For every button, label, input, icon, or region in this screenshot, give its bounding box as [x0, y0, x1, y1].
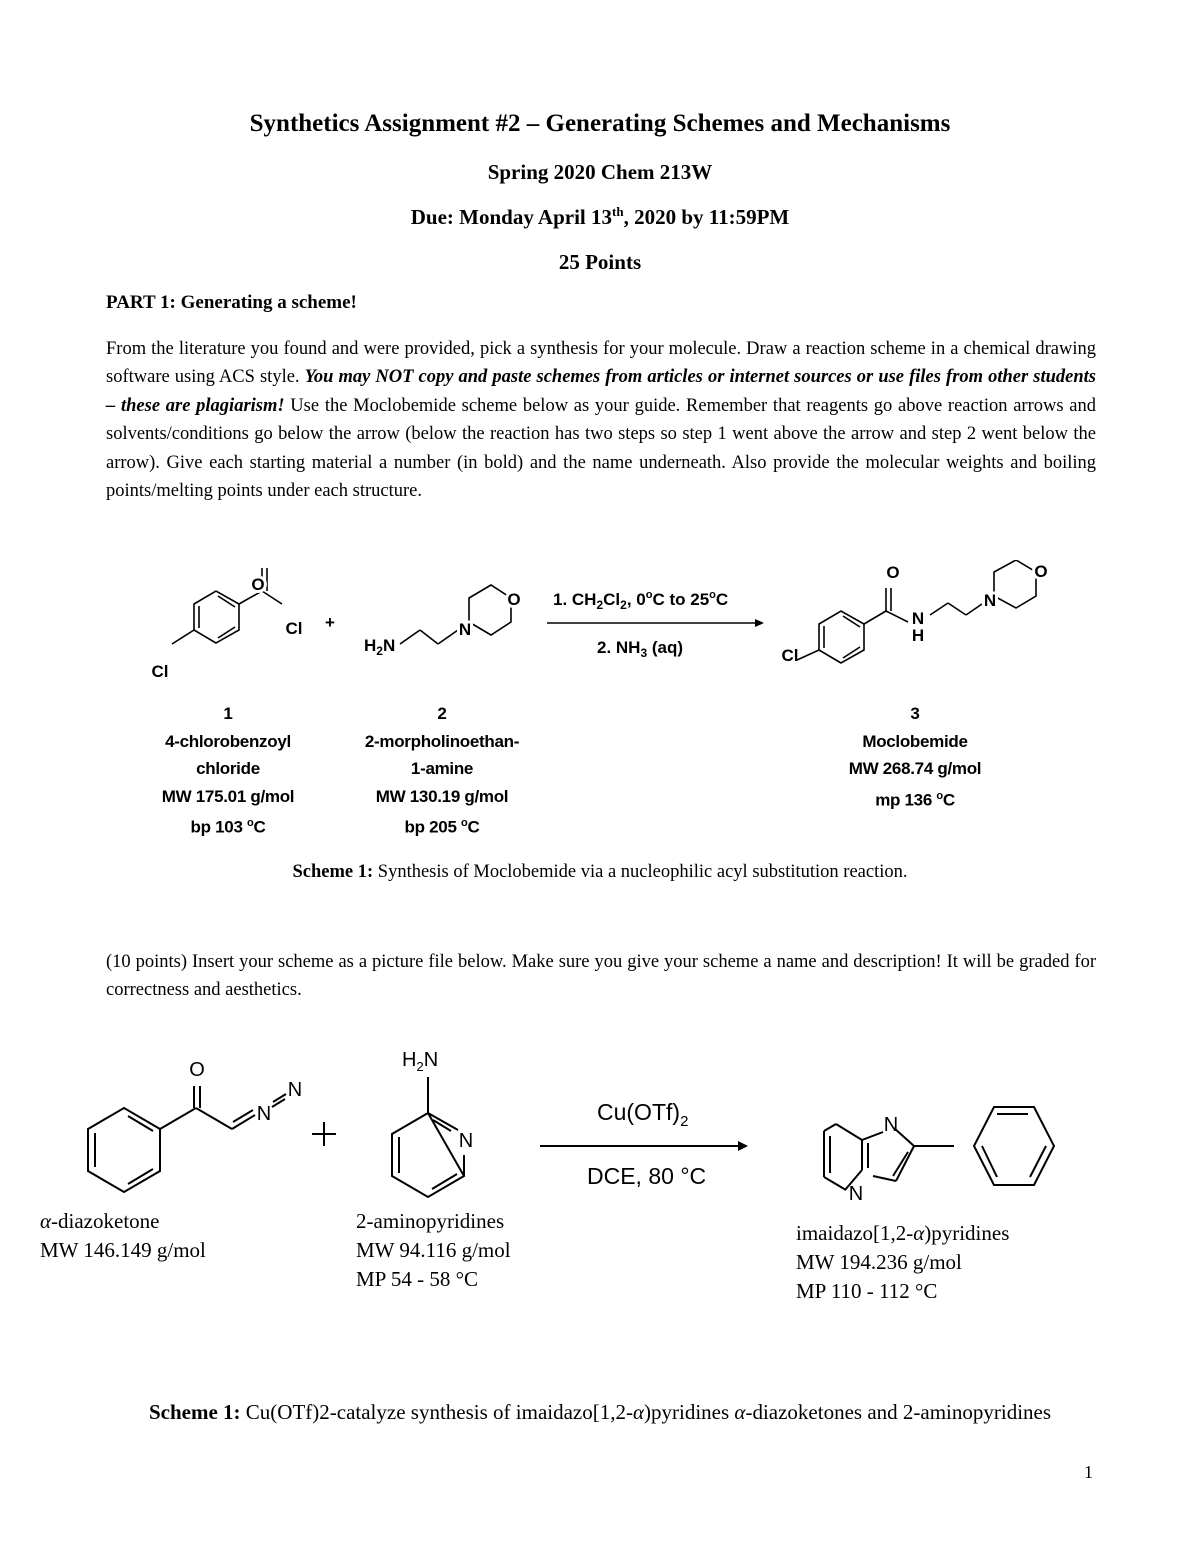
arrow2-below-text: DCE, 80 °C [587, 1163, 707, 1189]
atom-n-bridgehead: N [848, 1183, 864, 1205]
compound3-mw: MW 268.74 g/mol [848, 759, 982, 778]
atom-n1-diazo: N [256, 1103, 272, 1125]
moclobemide-scheme [0, 560, 1200, 700]
scheme1-caption-label: Scheme 1: [292, 862, 374, 882]
arrow1-above-text: 1. $CH_2Cl_2$, 0$^o$C to 25$^o$C [553, 589, 729, 612]
scheme2-caption: Scheme 1: Cu(OTf)2-catalyze synthesis of imaidazo[1,2-α)pyridines α-diazoketones and 2-aminopyridines [148, 1400, 1052, 1424]
part1-text-start: From the literature you found and were provided, pick a synthesis for your molecule. Draw a reaction scheme in a chemical drawing software using ACS style. [106, 339, 1096, 388]
atom-o-morpholine-2: O [507, 590, 521, 609]
s2-compound1-name: α-diazoketone [40, 1209, 160, 1233]
atom-nh2-aminopyridine: $H_2N$ [402, 1049, 439, 1074]
compound2-bp: bp 205 $^o$C [404, 817, 480, 837]
part1-heading: PART 1: Generating a scheme! [106, 292, 357, 313]
s2-compound3-mw: MW 194.236 g/mol [796, 1250, 962, 1274]
atom-o-morpholine-3: O [1034, 562, 1048, 581]
atom-n-aminopyridine: N [458, 1130, 474, 1152]
scheme-instructions: (10 points) Insert your scheme as a picture file below. Make sure you give your scheme a name and description! It will be graded for correctness and aesthetics. [106, 952, 1096, 1001]
arrow2-above-text: $Cu(OTf)_2$ [597, 1099, 689, 1130]
compound1-number: 1 [223, 704, 233, 723]
atom-cl-acyl: Cl [285, 619, 303, 638]
scheme1-caption-text: Synthesis of Moclobemide via a nucleophilic acyl substitution reaction. [373, 862, 908, 882]
compound1-name-line1: 4-chlorobenzoyl [165, 731, 291, 751]
compound3-name: Moclobemide [862, 731, 968, 751]
compound1-name-line2: chloride [196, 759, 260, 778]
arrow1-below-text: 2. $NH_3$ (aq) [597, 638, 684, 660]
due-suffix: , 2020 by 11:59PM [623, 205, 790, 229]
atom-n-amide-3: N [911, 609, 925, 628]
compound2-name-line1: 2-morpholinoethan- [364, 731, 520, 751]
compound3-label [815, 700, 1015, 814]
atom-n2-diazo: N [287, 1079, 303, 1101]
page-number: 1 [1084, 1462, 1093, 1482]
compound1-mw: MW 175.01 g/mol [161, 786, 295, 806]
atom-n-morpholine-3: N [983, 591, 997, 610]
compound1-bp: bp 103 $^o$C [190, 817, 266, 837]
compound2-label [342, 700, 542, 841]
compound1-label [128, 700, 328, 841]
compound1-benzene-ring [194, 591, 239, 643]
imidazopyridine-scheme [0, 1040, 1200, 1210]
points-line: 25 Points [558, 250, 642, 274]
s2-compound1-label [40, 1207, 206, 1265]
atom-cl-aryl-1: Cl [151, 662, 169, 681]
s2-compound3-mp: MP 110 - 112 °C [796, 1279, 938, 1303]
document-title: Synthetics Assignment #2 – Generating Schemes and Mechanisms [249, 110, 951, 137]
due-line [0, 204, 1200, 230]
scheme2-caption-label: Scheme 1: [148, 1400, 241, 1424]
morpholine-ring-1 [469, 585, 511, 635]
s2-compound1-mw: MW 146.149 g/mol [40, 1238, 206, 1262]
diazoketone-benzene-ring [88, 1108, 160, 1192]
atom-o-diazoketone: O [189, 1059, 205, 1081]
plagiarism-warning: You may NOT copy and paste schemes from articles or internet sources or use files from other students – these are plagiarism! [106, 367, 1096, 416]
due-prefix: Due: Monday April 13 [410, 205, 613, 229]
atom-nh2-2: $H_2N$ [364, 636, 396, 658]
s2-compound2-mp: MP 54 - 58 °C [356, 1267, 478, 1291]
compound3-mp: mp 136 $^o$C [875, 789, 955, 810]
part1-text-end: Use the Moclobemide scheme below as your guide. Remember that reagents go above reaction arrows and solvents/conditions go below the arrow (below the reaction has two steps so step 1 went above the arrow and step 2 went below the arrow). Give each starting material a number (in bold) and the name underneath. Also provide the molecular weights and boiling points/melting points under each structure. [106, 395, 1096, 502]
atom-n-imidazole: N [883, 1114, 899, 1136]
s2-compound2-label [356, 1207, 511, 1294]
s2-compound3-name: imaidazo[1,2-α)pyridines [796, 1221, 1010, 1245]
atom-o-1: O [251, 575, 265, 594]
product-phenyl-ring [974, 1107, 1054, 1185]
due-sup: th [612, 204, 624, 219]
morpholine-ring-3 [994, 560, 1036, 608]
atom-cl-aryl-3: Cl [781, 646, 799, 665]
atom-n-morpholine-2: N [458, 620, 472, 639]
s2-compound3-label [796, 1219, 1009, 1306]
compound3-number: 3 [910, 704, 920, 723]
part1-paragraph [106, 335, 1096, 505]
aminopyridine-ring [392, 1113, 464, 1197]
scheme1-caption [0, 862, 1200, 883]
atom-o-3: O [886, 563, 900, 582]
compound2-number: 2 [437, 704, 447, 723]
atom-h-amide-3: H [911, 626, 925, 645]
s2-compound2-mw: MW 94.116 g/mol [356, 1238, 511, 1262]
compound3-benzene-ring [819, 611, 864, 663]
course-line: Spring 2020 Chem 213W [487, 160, 713, 184]
plus-sign-1: + [325, 613, 335, 632]
s2-compound2-name: 2-aminopyridines [356, 1209, 505, 1233]
compound2-mw: MW 130.19 g/mol [375, 786, 509, 806]
compound2-name-line2: 1-amine [410, 759, 474, 778]
